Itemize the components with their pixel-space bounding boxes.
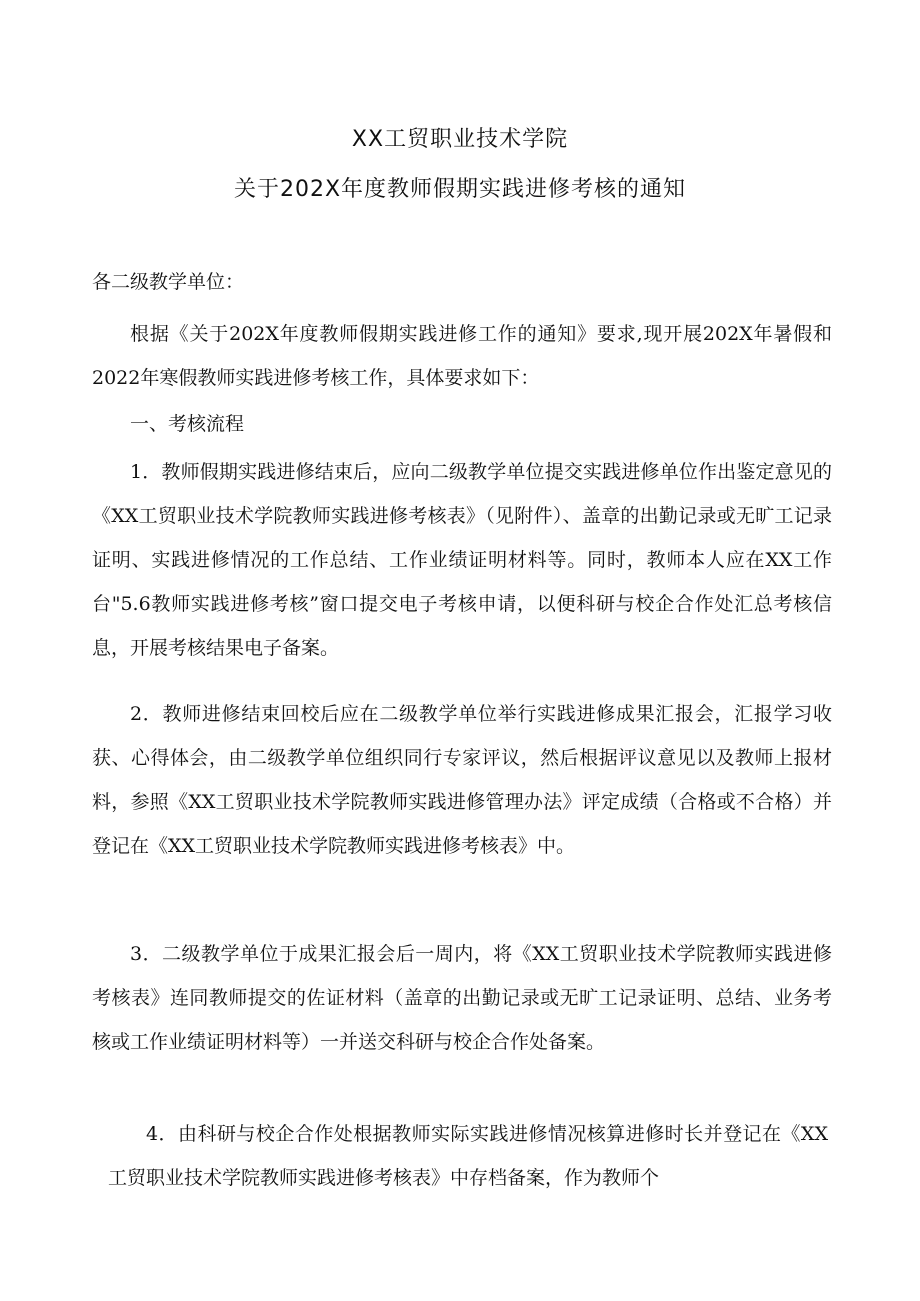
list-item-1: 1．教师假期实践进修结束后，应向二级教学单位提交实践进修单位作出鉴定意见的《XX工贸职业技术学院教师实践进修考核表》（见附件）、盖章的出勤记录或无旷工记录证明、实践进修情况的工作总结、工作业绩证明材料等。同时，教师本人应在XX工作台"5.6教师实践进修考核”窗口提交电子考核申请，以便科研与校企合作处汇总考核信息，开展考核结果电子备案。 — [92, 461, 832, 659]
intro-paragraph: 根据《关于202X年度教师假期实践进修工作的通知》要求,现开展202X年暑假和2022年寒假教师实践进修考核工作，具体要求如下： — [92, 323, 832, 389]
list-item-4: 4．由科研与校企合作处根据教师实际实践进修情况核算进修时长并登记在《XX工贸职业技术学院教师实践进修考核表》中存档备案，作为教师个 — [108, 1123, 828, 1189]
document-title-line2: 关于202X年度教师假期实践进修考核的通知 — [233, 177, 687, 202]
salutation: 各二级教学单位： — [92, 271, 245, 293]
list-item-2: 2．教师进修结束回校后应在二级教学单位举行实践进修成果汇报会，汇报学习收获、心得体会，由二级教学单位组织同行专家评议，然后根据评议意见以及教师上报材料，参照《XX工贸职业技术学院教师实践进修管理办法》评定成绩（合格或不合格）并登记在《XX工贸职业技术学院教师实践进修考核表》中。 — [92, 703, 832, 857]
document-title-line1: XX工贸职业技术学院 — [351, 127, 569, 152]
list-item-3: 3．二级教学单位于成果汇报会后一周内，将《XX工贸职业技术学院教师实践进修考核表》连同教师提交的佐证材料（盖章的出勤记录或无旷工记录证明、总结、业务考核或工作业绩证明材料等）一并送交科研与校企合作处备案。 — [92, 943, 832, 1053]
section-heading: 一、考核流程 — [130, 413, 245, 435]
